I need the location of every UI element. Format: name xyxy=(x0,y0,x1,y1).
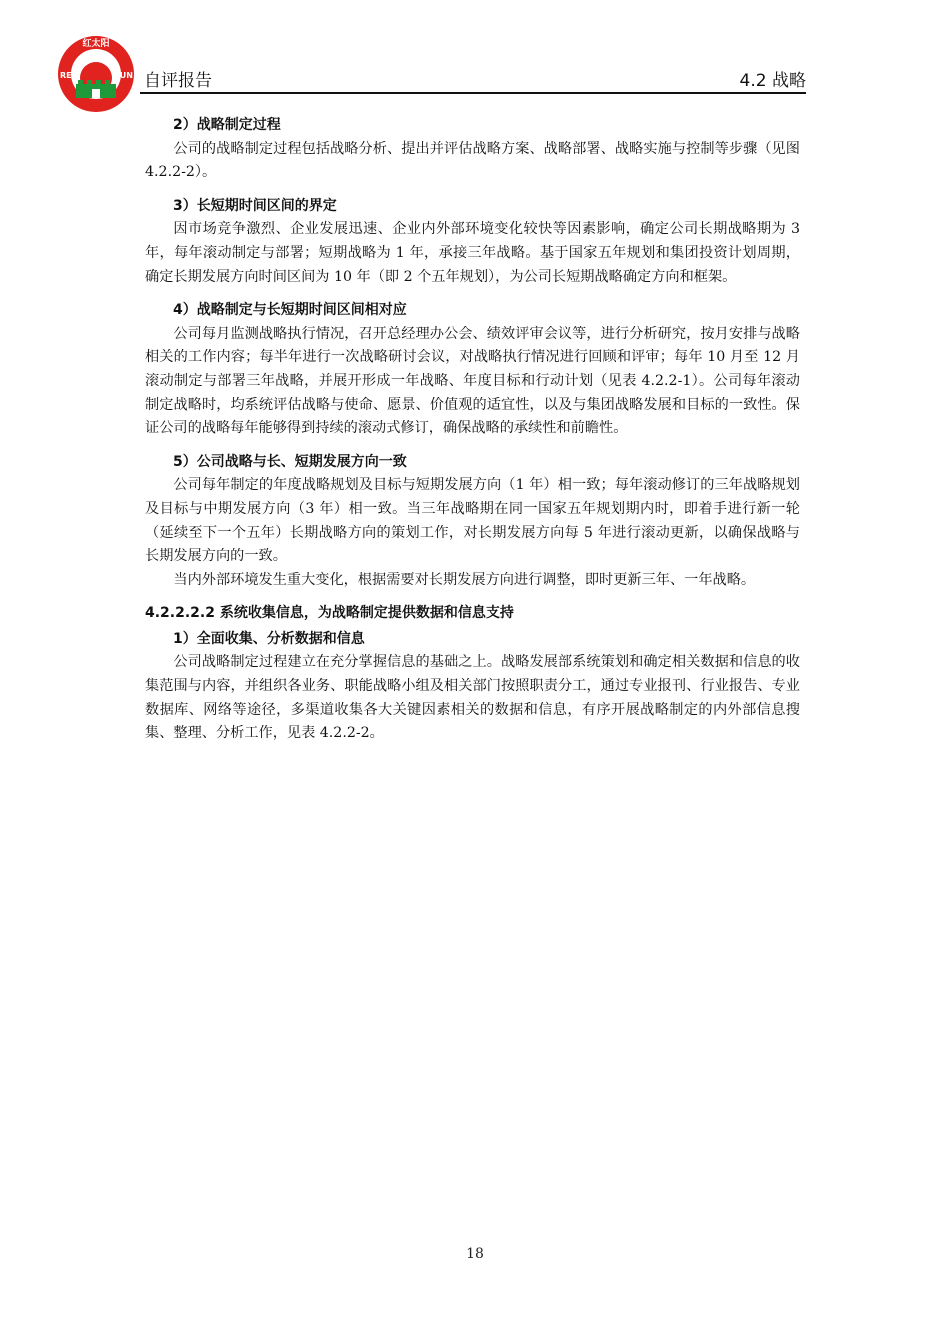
section-heading: 1）全面收集、分析数据和信息 xyxy=(173,630,365,647)
paragraph: 公司每月监测战略执行情况，召开总经理办公会、绩效评审会议等，进行分析研究，按月安排与战略相关的工作内容；每半年进行一次战略研讨会议，对战略执行情况进行回顾和评审；每年 10 月至 12 月滚动制定与部署三年战略，并展开形成一年战略、年度目标和行动计划（见表 4.2.2-1）。公司每年滚动制定战略时，均系统评估战略与使命、愿景、价值观的适宜性，以及与集团战略发展和目标的一致性。保证公司的战略每年能够得到持续的滚动式修订，确保战略的承续性和前瞻性。 xyxy=(145,325,800,437)
document-body xyxy=(145,112,800,746)
header-divider xyxy=(140,92,806,94)
report-title: 自评报告 xyxy=(144,71,212,91)
section-title: 4.2 战略 xyxy=(739,71,806,91)
section-heading: 2）战略制定过程 xyxy=(173,117,281,133)
logo-right-text: SUN xyxy=(114,71,133,80)
paragraph: 公司每年制定的年度战略规划及目标与短期发展方向（1 年）相一致；每年滚动修订的三年战略规划及目标与中期发展方向（3 年）相一致。当三年战略期在同一国家五年规划期内时，即着手进行新一轮（延续至下一个五年）长期战略方向的策划工作，对长期发展方向每 5 年进行滚动更新，以确保战略与长期发展方向的一致。 xyxy=(145,477,800,565)
paragraph: 公司的战略制定过程包括战略分析、提出并评估战略方案、战略部署、战略实施与控制等步骤（见图 4.2.2-2）。 xyxy=(145,140,800,181)
section-heading: 5）公司战略与长、短期发展方向一致 xyxy=(173,453,407,470)
page-number: 18 xyxy=(466,1246,484,1262)
section-heading: 4）战略制定与长短期时间区间相对应 xyxy=(173,302,407,319)
paragraph: 公司战略制定过程建立在充分掌握信息的基础之上。战略发展部系统策划和确定相关数据和信息的收集范围与内容，并组织各业务、职能战略小组及相关部门按照职责分工，通过专业报刊、行业报告、专业数据库、网络等途径，多渠道收集各大关键因素相关的数据和信息，有序开展战略制定的内外部信息搜集、整理、分析工作，见表 4.2.2-2。 xyxy=(145,654,800,742)
paragraph: 当内外部环境发生重大变化，根据需要对长期发展方向进行调整，即时更新三年、一年战略。 xyxy=(173,571,756,588)
logo-left-text: RED xyxy=(60,71,79,80)
subsection-title: 4.2.2.2.2 系统收集信息，为战略制定提供数据和信息支持 xyxy=(145,605,514,622)
section-heading: 3）长短期时间区间的界定 xyxy=(173,197,337,214)
company-logo xyxy=(56,34,136,114)
logo-top-text: 红太阳 xyxy=(82,39,110,49)
paragraph: 因市场竞争激烈、企业发展迅速、企业内外部环境变化较快等因素影响，确定公司长期战略期为 3 年，每年滚动制定与部署；短期战略为 1 年，承接三年战略。基于国家五年规划和集团投资计划周期，确定长期发展方向时间区间为 10 年（即 2 个五年规划），为公司长短期战略确定方向和框架。 xyxy=(145,221,800,285)
